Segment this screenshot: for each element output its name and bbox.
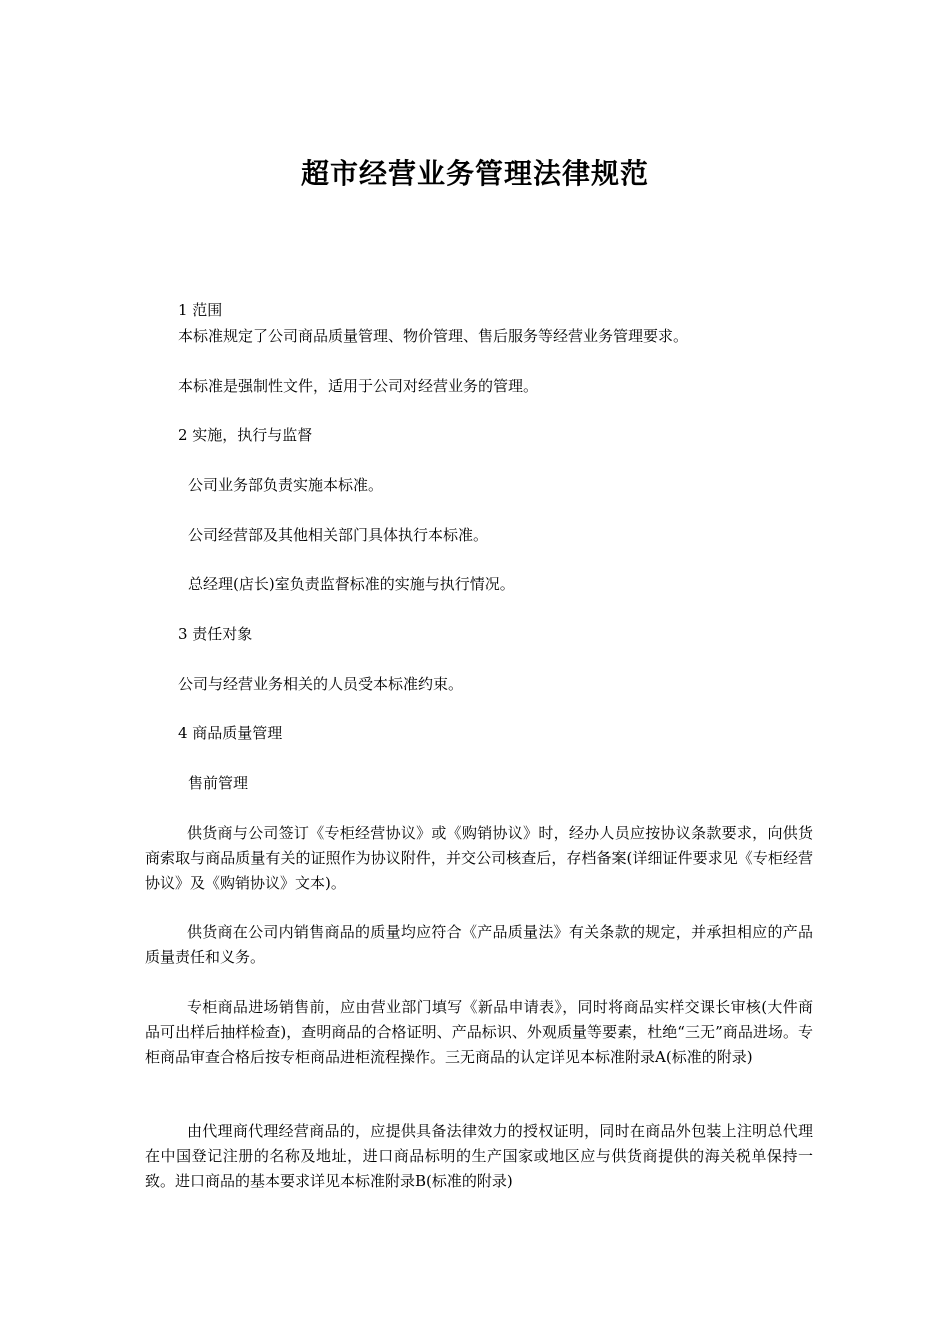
section-2-paragraph-2: 公司经营部及其他相关部门具体执行本标准。 [188,526,489,544]
section-4-paragraph-1: 供货商与公司签订《专柜经营协议》或《购销协议》时，经办人员应按协议条款要求，向供货商索取与商品质量有关的证照作为协议附件，并交公司核查后，存档备案(详细证件要求见《专柜经营协议》及《购销协议》文本)。 [145,824,813,892]
section-4-paragraph-2: 供货商在公司内销售商品的质量均应符合《产品质量法》有关条款的规定，并承担相应的产品质量责任和义务。 [145,923,813,966]
section-3-heading: 3 责任对象 [178,625,253,643]
section-4-subheading-presale: 售前管理 [188,774,249,792]
section-3-paragraph-1: 公司与经营业务相关的人员受本标准约束。 [178,675,464,693]
section-4-heading: 4 商品质量管理 [178,724,283,742]
section-2-paragraph-3: 总经理(店长)室负责监督标准的实施与执行情况。 [188,575,515,593]
section-4-paragraph-3: 专柜商品进场销售前，应由营业部门填写《新品申请表》，同时将商品实样交课长审核(大件商品可出样后抽样检查)，查明商品的合格证明、产品标识、外观质量等要素，杜绝“三无”商品进场。专柜商品审查合格后按专柜商品进柜流程操作。三无商品的认定详见本标准附录A(标准的附录) [145,998,813,1066]
document-title: 超市经营业务管理法律规范 [300,157,649,190]
section-1-paragraph-1: 本标准规定了公司商品质量管理、物价管理、售后服务等经营业务管理要求。 [178,327,689,345]
section-1-paragraph-2: 本标准是强制性文件，适用于公司对经营业务的管理。 [178,377,539,395]
section-2-heading: 2 实施，执行与监督 [178,426,313,444]
section-2-paragraph-1: 公司业务部负责实施本标准。 [188,476,384,494]
section-4-paragraph-4: 由代理商代理经营商品的，应提供具备法律效力的授权证明，同时在商品外包装上注明总代理在中国登记注册的名称及地址，进口商品标明的生产国家或地区应与供货商提供的海关税单保持一致。进口商品的基本要求详见本标准附录B(标准的附录) [145,1122,813,1190]
section-1-heading: 1 范围 [178,301,223,319]
